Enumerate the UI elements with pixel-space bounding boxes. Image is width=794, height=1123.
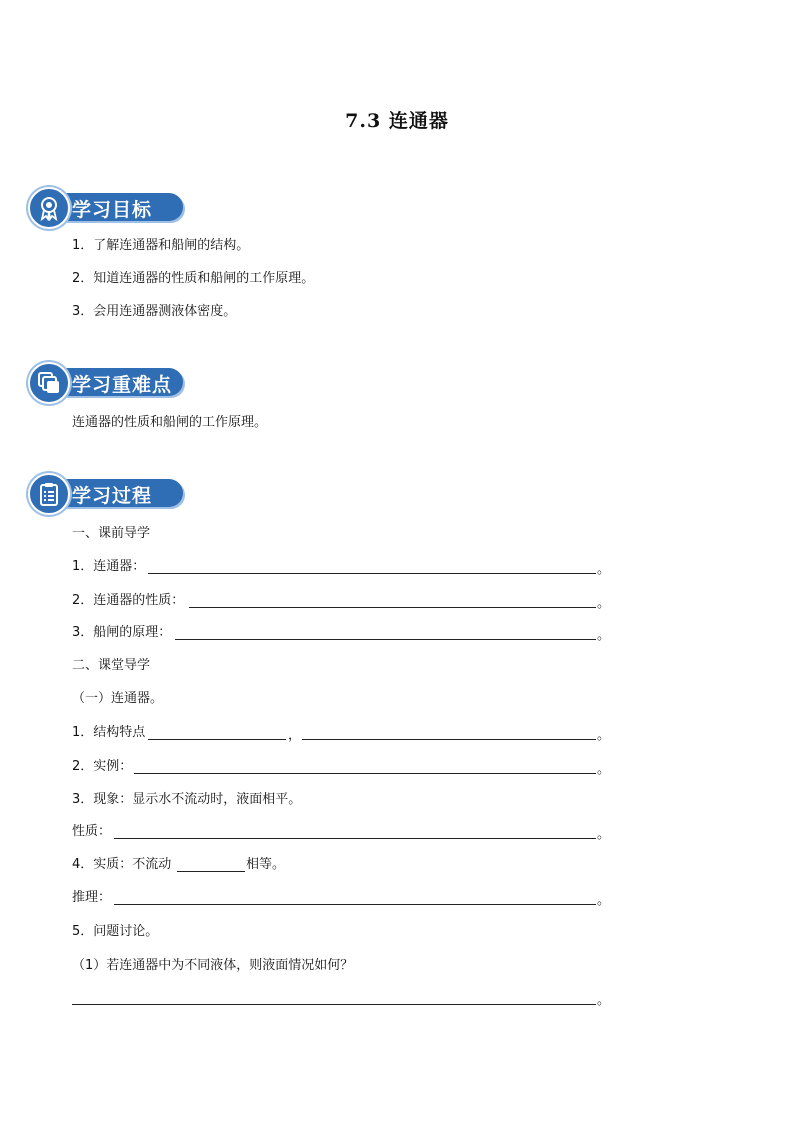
period-mark: 。 — [597, 596, 611, 611]
objective-item: 3．会用连通器测液体密度。 — [72, 304, 237, 319]
answer-blank[interactable] — [177, 871, 245, 872]
period-mark: 。 — [597, 728, 611, 743]
keypoint-text: 连通器的性质和船闸的工作原理。 — [72, 415, 268, 430]
answer-blank[interactable] — [114, 904, 596, 905]
question-label: 4．实质：不流动 — [72, 857, 172, 872]
question-label: 相等。 — [246, 857, 286, 872]
objective-item: 2．知道连通器的性质和船闸的工作原理。 — [72, 271, 315, 286]
answer-blank[interactable] — [148, 573, 596, 574]
question-label: 性质： — [72, 824, 112, 839]
question-text: 5．问题讨论。 — [72, 924, 159, 939]
section-header-keypoints — [28, 362, 188, 402]
answer-blank[interactable] — [72, 1004, 596, 1005]
question-label: 1．结构特点 — [72, 725, 146, 740]
answer-blank[interactable] — [114, 838, 596, 839]
period-mark: 。 — [597, 762, 611, 777]
answer-blank[interactable] — [148, 739, 286, 740]
period-mark: 。 — [597, 893, 611, 908]
question-label: 3．船闸的原理： — [72, 625, 172, 640]
part-title: 一、课前导学 — [72, 526, 151, 541]
question-label: 1．连通器： — [72, 559, 146, 574]
question-text: （1）若连通器中为不同液体，则液面情况如何？ — [72, 958, 354, 973]
part-title: 二、课堂导学 — [72, 658, 151, 673]
comma-mark: ， — [288, 728, 302, 743]
award-ribbon-icon — [28, 187, 70, 229]
section-title: 学习目标 — [72, 199, 153, 221]
period-mark: 。 — [597, 562, 611, 577]
question-label: 2．实例： — [72, 759, 133, 774]
question-label: 推理： — [72, 890, 112, 905]
answer-blank[interactable] — [175, 639, 596, 640]
answer-blank[interactable] — [134, 773, 596, 774]
period-mark: 。 — [597, 628, 611, 643]
section-header-process — [28, 473, 188, 513]
answer-blank[interactable] — [189, 607, 596, 608]
page-title: 7.3 连通器 — [345, 110, 449, 132]
sub-title: （一）连通器。 — [72, 691, 164, 706]
answer-blank[interactable] — [302, 739, 596, 740]
period-mark: 。 — [597, 827, 611, 842]
section-header-objectives — [28, 187, 188, 227]
objective-item: 1．了解连通器和船闸的结构。 — [72, 238, 250, 253]
stacked-pages-icon — [28, 362, 70, 404]
section-title: 学习过程 — [72, 485, 153, 507]
clipboard-checklist-icon — [28, 473, 70, 515]
period-mark: 。 — [597, 993, 611, 1008]
question-text: 3．现象：显示水不流动时，液面相平。 — [72, 792, 302, 807]
question-label: 2．连通器的性质： — [72, 593, 185, 608]
section-title: 学习重难点 — [72, 374, 173, 396]
